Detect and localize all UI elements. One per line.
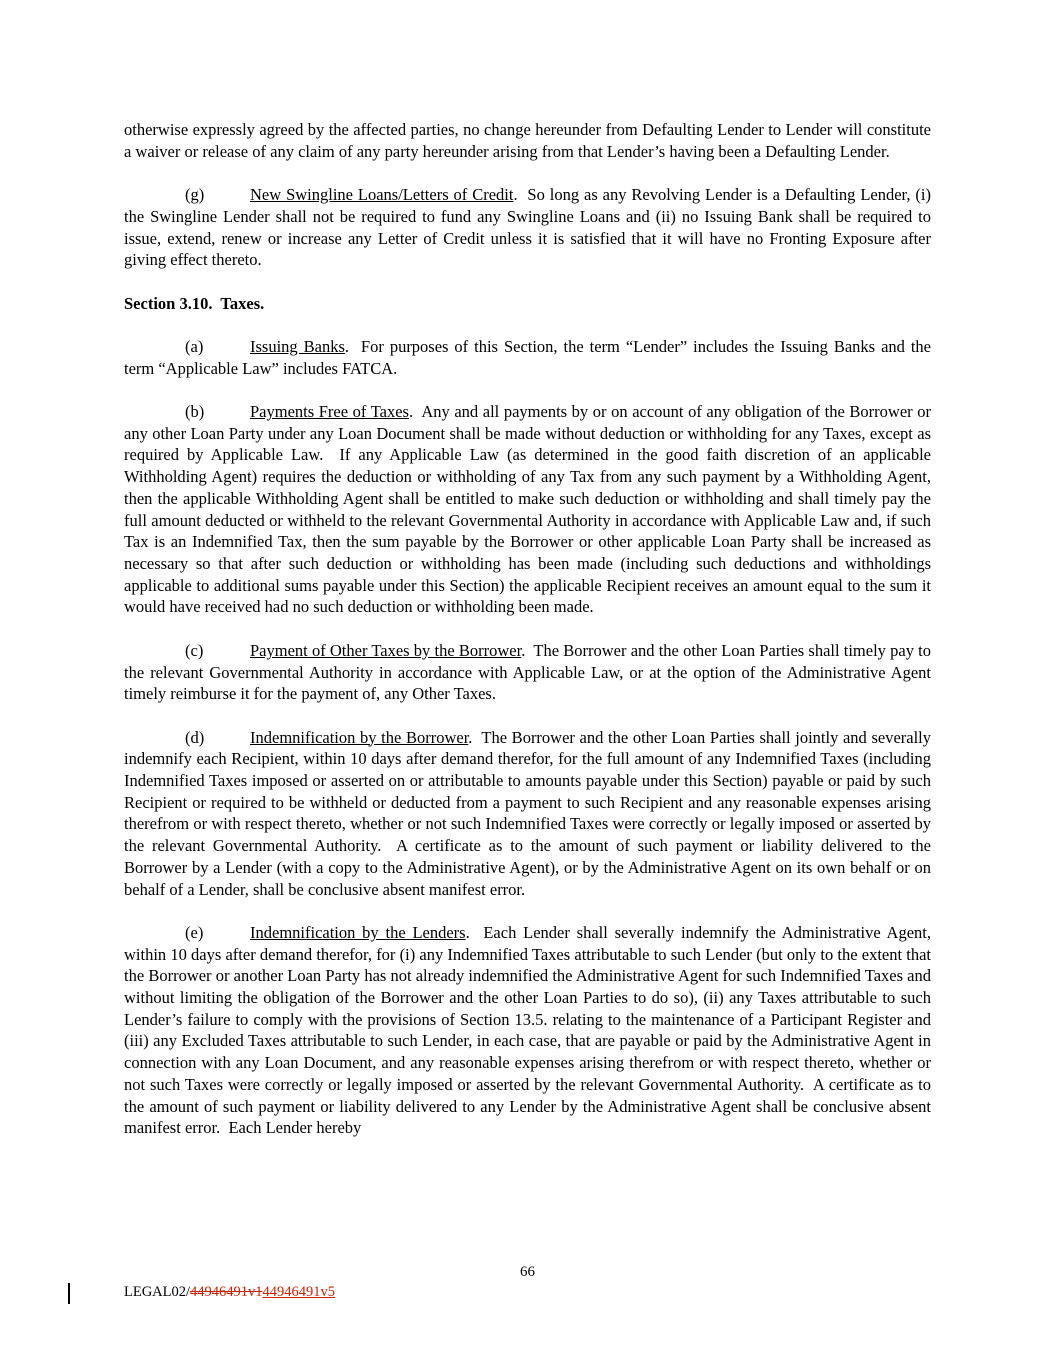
clause-paragraph-c: [124, 640, 936, 705]
clause-title: Indemnification by the Lenders: [250, 922, 466, 942]
clause-label: (g): [185, 185, 205, 205]
body-paragraph-continuation: [124, 119, 936, 162]
section-heading-text: Section 3.10. Taxes.: [124, 293, 265, 313]
clause-label: (d): [185, 727, 205, 747]
paragraph-text: otherwise expressly agreed by the affected parties, no change hereunder from Defaulting Lender to Lender will constitute a waiver or release of any claim of any party hereunder arising from that Lender’s having been a Defaulting Lender.: [124, 120, 936, 161]
clause-title: Issuing Banks: [250, 336, 345, 356]
document-id-inserted-version: 44946491v5: [262, 1284, 336, 1300]
clause-body: . The Borrower and the other Loan Parties shall jointly and severally indemnify each Recipient, within 10 days after demand therefor, for the full amount of any Indemnified Taxes (including Indemnified Taxes imposed or asserted on or attributable to amounts payable under this Section) payable or paid by such Recipient or required to be withheld or deducted from a payment to such Recipient and any reasonable expenses arising therefrom or with respect thereto, whether or not such Indemnified Taxes were correctly or legally imposed or asserted by the relevant Governmental Authority. A certificate as to the amount of such payment or liability delivered to the Borrower by a Lender (with a copy to the Administrative Agent), or by the Administrative Agent on its own behalf or on behalf of a Lender, shall be conclusive absent manifest error.: [124, 727, 936, 899]
clause-body: . The Borrower and the other Loan Parties shall timely pay to the relevant Governmental Authority in accordance with Applicable Law, or at the option of the Administrative Agent timely reimburse it for the payment of, any Other Taxes.: [124, 640, 936, 704]
clause-paragraph-g: [124, 184, 936, 271]
clause-title: New Swingline Loans/Letters of Credit: [250, 185, 514, 205]
clause-label: (c): [185, 640, 204, 660]
document-id: [124, 1283, 335, 1301]
clause-paragraph-d: [124, 727, 936, 901]
revision-change-bar: [68, 1283, 70, 1304]
clause-paragraph-e: [124, 922, 936, 1139]
clause-paragraph-a: [124, 336, 936, 379]
document-body: [124, 119, 936, 1139]
document-id-prefix: LEGAL02/: [124, 1284, 191, 1300]
page-number: 66: [520, 1264, 535, 1280]
clause-title: Indemnification by the Borrower: [250, 727, 469, 747]
clause-title: Payments Free of Taxes: [250, 402, 409, 422]
clause-label: (a): [185, 336, 204, 356]
clause-title: Payment of Other Taxes by the Borrower: [250, 640, 522, 660]
clause-label: (b): [185, 402, 205, 422]
clause-body: . So long as any Revolving Lender is a Defaulting Lender, (i) the Swingline Lender shall not be required to fund any Swingline Loans and (ii) no Issuing Bank shall be required to issue, extend, renew or increase any Letter of Credit unless it is satisfied that it will have no Fronting Exposure after giving effect thereto.: [124, 185, 936, 270]
clause-body: . Each Lender shall severally indemnify the Administrative Agent, within 10 days after demand therefor, for (i) any Indemnified Taxes attributable to such Lender (but only to the extent that the Borrower or another Loan Party has not already indemnified the Administrative Agent for such Indemnified Taxes and without limiting the obligation of the Borrower and the other Loan Parties to do so), (ii) any Taxes attributable to such Lender’s failure to comply with the provisions of Section 13.5. relating to the maintenance of a Participant Register and (iii) any Excluded Taxes attributable to such Lender, in each case, that are payable or paid by the Administrative Agent in connection with any Loan Document, and any reasonable expenses arising therefrom or with respect thereto, whether or not such Taxes were correctly or legally imposed or asserted by the relevant Governmental Authority. A certificate as to the amount of such payment or liability delivered to any Lender by the Administrative Agent shall be conclusive absent manifest error. Each Lender hereby: [124, 922, 936, 1138]
document-id-deleted-version: 44946491v1: [190, 1284, 263, 1300]
clause-body: . For purposes of this Section, the term “Lender” includes the Issuing Banks and the term “Applicable Law” includes FATCA.: [124, 336, 936, 378]
clause-label: (e): [185, 922, 204, 942]
clause-paragraph-b: [124, 401, 936, 618]
section-heading: [124, 293, 931, 315]
clause-body: . Any and all payments by or on account of any obligation of the Borrower or any other Loan Party under any Loan Document shall be made without deduction or withholding for any Taxes, except as required by Applicable Law. If any Applicable Law (as determined in the good faith discretion of an applicable Withholding Agent) requires the deduction or withholding of any Tax from any such payment by a Withholding Agent, then the applicable Withholding Agent shall be entitled to make such deduction or withholding and shall timely pay the full amount deducted or withheld to the relevant Governmental Authority in accordance with Applicable Law and, if such Tax is an Indemnified Tax, then the sum payable by the Borrower or other applicable Loan Party shall be increased as necessary so that after such deduction or withholding has been made (including such deductions and withholdings applicable to additional sums payable under this Section) the applicable Recipient receives an amount equal to the sum it would have received had no such deduction or withholding been made.: [124, 402, 936, 617]
